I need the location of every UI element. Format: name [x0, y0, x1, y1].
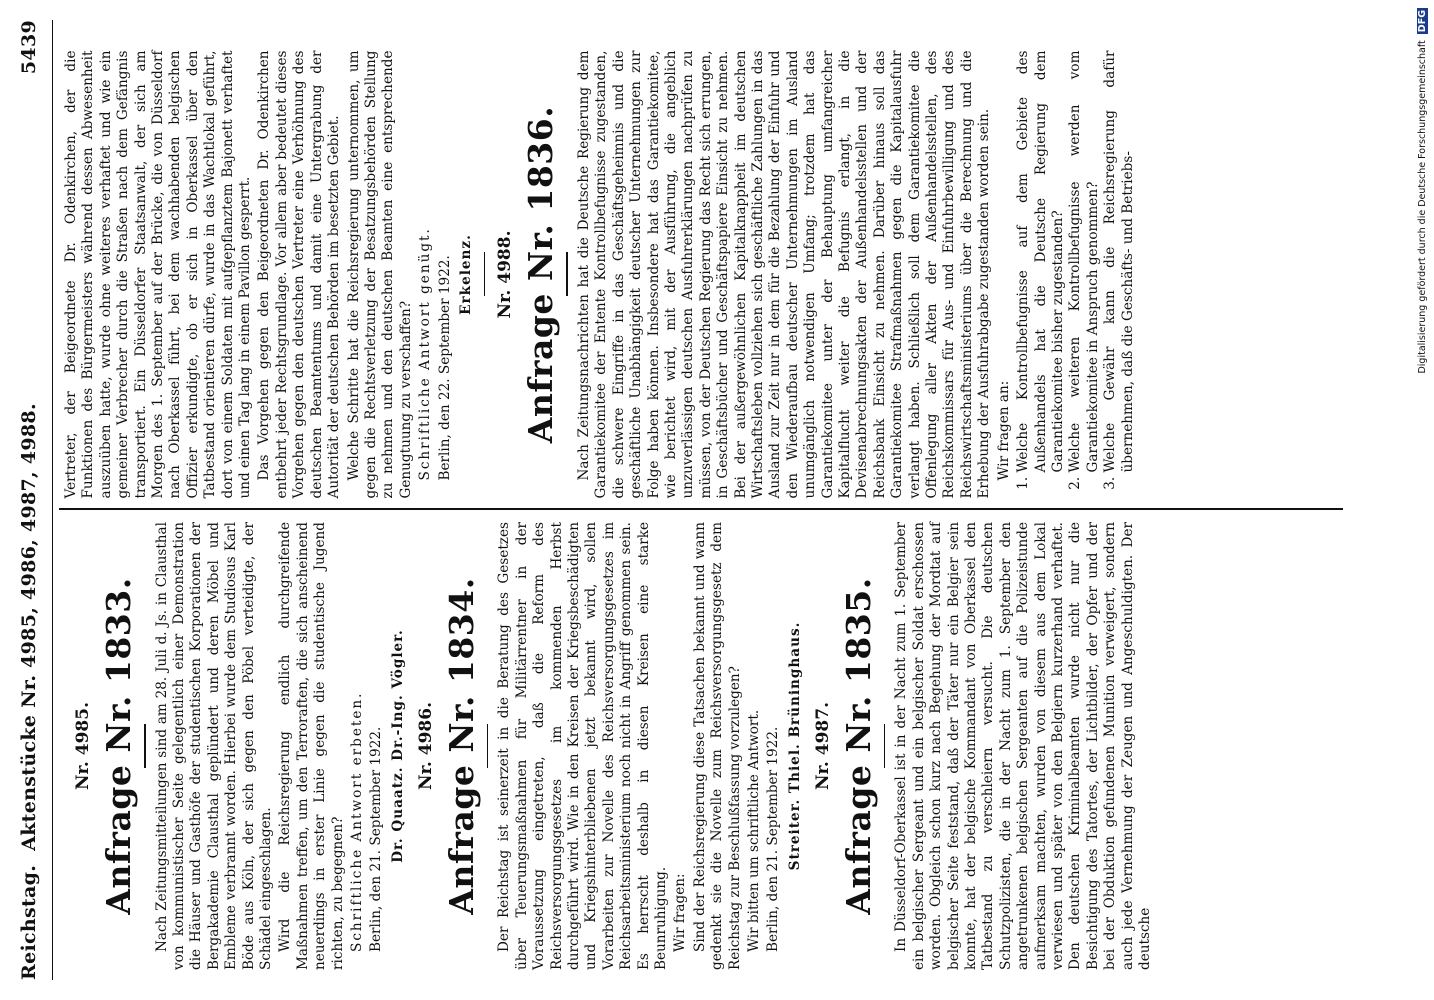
inquiry-title: Anfrage Nr. 1833.: [99, 577, 138, 915]
running-head-left: Reichstag.: [18, 864, 40, 980]
paragraph: Sind der Reichsregierung diese Tatsachen bekannt und wann gedenkt sie die Novelle zum Reichsversorgungsgesetz dem Reichstag zur Beschlußfassung vorzulegen?: [691, 522, 743, 970]
signature: Streiter. Thiel. Brüninghaus.: [786, 621, 803, 871]
page-number: 5439: [18, 20, 40, 75]
divider: [884, 724, 886, 768]
divider: [566, 253, 568, 297]
left-column: [53, 510, 1343, 980]
dfg-logo: DFG: [1417, 10, 1428, 33]
list-item: 3. Welche Gewähr kann die Reichsregierung dafür übernehmen, daß die Geschäfts- und Betriebs-: [1102, 51, 1137, 473]
date-line: Berlin, den 22. September 1922.: [436, 255, 453, 481]
funding-note: [1412, 0, 1434, 1000]
paragraph: Welche Schritte hat die Reichsregierung unternommen, um gegen die Rechtsverletzung der Besatzungsbehörden Stellung zu nehmen und den deutschen Beamten eine entsprechende Genugtuung zu verschaffen?: [345, 50, 414, 499]
divider: [484, 253, 486, 297]
list-item: 2. Welche weiteren Kontrollbefugnisse werden vom Garantiekomitee in Anspruch genommen?: [1067, 51, 1102, 473]
paragraph: Nach Zeitungsmitteilungen sind am 28. Juli d. Js. in Clausthal von kommunistischer Seite gelegentlich einer Demonstration die Häuser und Gasthöfe der studentischen Korporationen der Bergakademie Clausthal geplündert und deren Möbel und Embleme verbrannt worden. Hierbei wurde dem Studiosus Karl Böde aus Köln, der sich gegen den Pöbel verteidigte, der Schädel eingeschlagen.: [153, 522, 274, 970]
running-head-title: Aktenstücke Nr. 4985, 4986, 4987, 4988.: [18, 403, 40, 851]
paragraph: Vertreter, der Beigeordnete Dr. Odenkirchen, der die Funktionen des Bürgermeisters während dessen Abwesenheit auszuüben hatte, wurde ohne weiteres verhaftet und wie ein gemeiner Verbrecher durch die Straßen nach dem Gefängnis transportiert. Ein Düsseldorfer Staatsanwalt, der sich am Morgen des 1. September auf der Brücke, die von Düsseldorf nach Oberkassel führt, bei dem wachhabenden belgischen Offizier erkundigte, ob er sich in Oberkassel über den Tatbestand orientieren dürfe, wurde in das Wachtlokal geführt, dort von einem Soldaten mit aufgepflanztem Bajonett verhaftet und einen Tag lang in einem Pavillon gesperrt.: [63, 50, 254, 499]
inquiry-title: Anfrage Nr. 1834.: [441, 577, 481, 915]
divider: [487, 724, 489, 768]
inquiry-title: Anfrage Nr. 1836.: [521, 105, 561, 444]
document-number: Nr. 4988.: [495, 230, 516, 319]
date-line: Berlin, den 21. September 1922.: [765, 726, 782, 952]
signature: Dr. Quaatz. Dr.-Ing. Vögler.: [389, 629, 406, 863]
paragraph: Das Vorgehen gegen den Beigeordneten Dr. Odenkirchen entbehrt jeder Rechtsgrundlage. Vor allem aber bedeutet dieses Vorgehen gegen den deutschen Vertreter eine Verhöhnung des deutschen Beamtentums und damit eine Untergrabung der Autorität der deutschen Behörden im besetzten Gebiet.: [256, 50, 343, 499]
paragraph: Schriftliche Antwort erbeten.: [348, 691, 365, 952]
paragraph: Wir fragen an:: [995, 380, 1012, 481]
document-number: Nr. 4986.: [415, 702, 436, 791]
date-line: Berlin, den 21. September 1922.: [368, 726, 385, 952]
signature: Erkelenz.: [457, 234, 474, 315]
question-list: [1015, 51, 1137, 499]
divider: [144, 724, 146, 768]
document-number: Nr. 4985.: [73, 702, 93, 791]
document-number: Nr. 4987.: [812, 702, 833, 791]
list-item: 1. Welche Kontrollbefugnisse auf dem Gebiete des Außenhandels hat die Deutsche Regierung dem Garantiekomitee bisher zugestanden?: [1015, 51, 1067, 473]
running-head: [18, 20, 53, 980]
paragraph: In Düsseldorf-Oberkassel ist in der Nacht zum 1. September ein belgischer Sergeant und ein belgischer Soldat erschossen worden. Obgleich schon kurz nach Begehung der Mordtat auf belgischer Seite feststand, daß der Täter nur ein Belgier sein konnte, hat der belgische Kommandant von Oberkassel den Tatbestand zu verschleiern versucht. Die deutschen Schutzpolizisten, die in der Nacht zum 1. September den angetrunkenen belgischen Sergeanten auf die Polizeistunde aufmerksam machten, wurden von diesem aus dem Lokal verwiesen und später von den Belgiern kurzerhand verhaftet. Den deutschen Kriminalbeamten wurde nicht nur die Besichtigung des Tatortes, der Lichtbilder, der Opfer und der bei der Obduktion gefundenen Munition verweigert, sondern auch jede Vernehmung der Zeugen und Angeschuldigten. Der deutsche: [893, 522, 1153, 970]
paragraph: Nach Zeitungsnachrichten hat die Deutsche Regierung dem Garantiekomitee der Entente Kontrollbefugnisse zugestanden, die schwere Eingriffe in das Geschäftsgeheimnis und die geschäftliche Unabhängigkeit deutscher Unternehmungen zur Folge haben können. Insbesondere hat das Garantiekomitee, wie berichtet wird, mit der Ausführung, die angeblich unzuverlässigen deutschen Ausfuhrerklärungen nachprüfen zu müssen, von der Deutschen Regierung das Recht sich errungen, in Geschäftsbücher und Geschäftspapiere Einsicht zu nehmen. Bei der außergewöhnlichen Kapitalknappheit im deutschen Wirtschaftsleben vollziehen sich geschäftliche Zahlungen in das Ausland zur Zeit nur in dem für die Bezahlung der Einfuhr und den Wiederaufbau deutscher Unternehmungen im Ausland unumgänglich notwendigen Umfang; trotzdem hat das Garantiekomitee unter der Behauptung umfangreicher Kapitalflucht weiter die Befugnis erlangt, in die Devisenabrechnungsakten der Außenhandelsstellen und der Reichsbank Einsicht zu nehmen. Darüber hinaus soll das Garantiekomitee Strafmaßnahmen gegen die Kapitalausfuhr verlangt haben. Schließlich soll dem Garantiekomitee die Offenlegung aller Akten der Außenhandelsstellen, des Reichskommissars für Aus- und Einfuhrbewilligung und des Reichswirtschaftsministeriums über die Berechnung und die Erhebung der Ausfuhrabgabe zugestanden worden sein.: [575, 50, 993, 499]
paragraph: Schriftliche Antwort genügt.: [417, 227, 434, 481]
column-separator: [59, 509, 1343, 511]
funding-note-text: Digitalisierung gefördert durch die Deutsche Forschungsgemeinschaft: [1417, 40, 1428, 374]
paragraph: Der Reichstag ist seinerzeit in die Beratung des Gesetzes über Teuerungsmaßnahmen für Militärrentner in der Voraussetzung eingetreten, daß die Reform des Reichsversorgungsgesetzes im kommenden Herbst durchgeführt wird. Wie in den Kreisen der Kriegsbeschädigten und Kriegshinterbliebenen jetzt bekannt wird, sollen Vorarbeiten zur Novelle des Reichsversorgungsgesetzes im Reichsarbeitsministerium noch nicht in Angriff genommen sein. Es herrscht deshalb in diesen Kreisen eine starke Beunruhigung.: [496, 522, 669, 970]
inquiry-title: Anfrage Nr. 1835.: [838, 577, 878, 915]
right-column: [53, 39, 1343, 509]
paragraph: Wird die Reichsregierung endlich durchgreifende Maßnahmen treffen, um den Terroraften, die sich anscheinend neuerdings in erster Linie gegen die studentische Jugend richten, zu begegnen?: [277, 522, 346, 970]
paragraph: Wir fragen:: [672, 873, 689, 952]
paragraph: Wir bitten um schriftliche Antwort.: [745, 709, 762, 952]
